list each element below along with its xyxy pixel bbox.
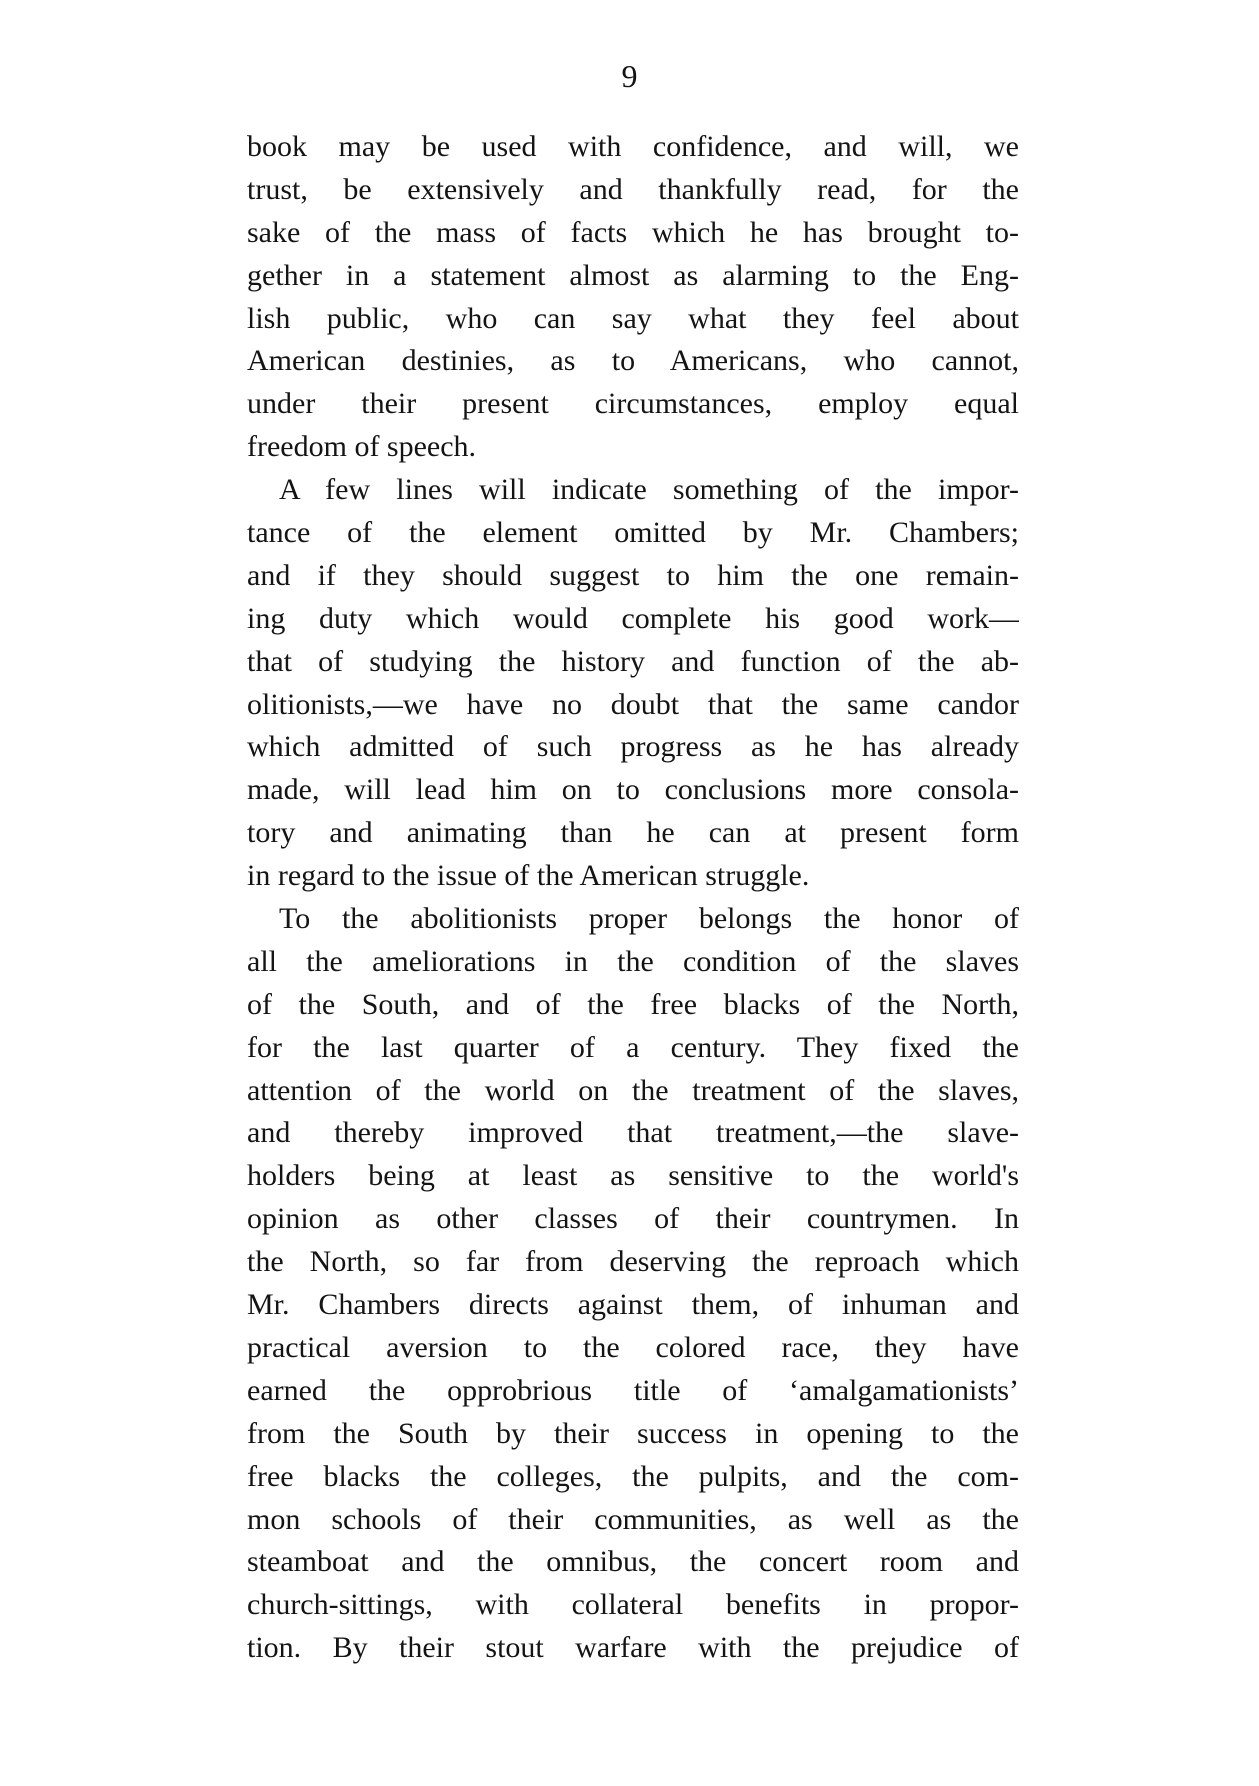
text-line: free blacks the colleges, the pulpits, and the com- — [247, 1459, 1019, 1493]
text-line: book may be used with confidence, and will, we — [247, 130, 1019, 163]
text-line: freedom of speech. — [247, 430, 477, 464]
text-line: ing duty which would complete his good work— — [247, 601, 1019, 635]
text-line: To the abolitionists proper belongs the honor of — [279, 902, 1019, 936]
text-line: all the ameliorations in the condition of the slaves — [247, 944, 1019, 978]
text-line: practical aversion to the colored race, they have — [247, 1330, 1019, 1364]
text-line: American destinies, as to Americans, who cannot, — [247, 344, 1019, 378]
text-line: and if they should suggest to him the one remain- — [247, 558, 1019, 592]
text-line: the North, so far from deserving the reproach which — [247, 1245, 1019, 1279]
text-line: that of studying the history and function of the ab- — [247, 644, 1019, 678]
text-line: earned the opprobrious title of ‘amalgamationists’ — [247, 1373, 1019, 1407]
text-line: sake of the mass of facts which he has brought to- — [247, 215, 1019, 249]
text-line: and thereby improved that treatment,—the slave- — [247, 1116, 1019, 1150]
text-line: steamboat and the omnibus, the concert room and — [247, 1545, 1019, 1579]
text-line: attention of the world on the treatment of the slaves, — [247, 1073, 1019, 1107]
text-line: which admitted of such progress as he has already — [247, 730, 1019, 764]
text-line: of the South, and of the free blacks of the North, — [247, 987, 1019, 1021]
page-number: 9 — [621, 58, 638, 94]
text-line: tion. By their stout warfare with the prejudice of — [247, 1631, 1019, 1665]
text-line: in regard to the issue of the American struggle. — [247, 859, 810, 893]
text-line: Mr. Chambers directs against them, of inhuman and — [247, 1288, 1019, 1322]
text-line: church-sittings, with collateral benefits in propor- — [247, 1588, 1019, 1622]
text-line: trust, be extensively and thankfully read, for the — [247, 172, 1019, 206]
text-line: holders being at least as sensitive to the world's — [247, 1159, 1019, 1193]
text-line: made, will lead him on to conclusions more consola- — [247, 773, 1019, 807]
text-line: mon schools of their communities, as well as the — [247, 1502, 1019, 1536]
text-line: tory and animating than he can at present form — [247, 816, 1019, 850]
text-line: gether in a statement almost as alarming to the Eng- — [247, 258, 1019, 292]
text-line: under their present circumstances, employ equal — [247, 387, 1019, 421]
text-line: olitionists,—we have no doubt that the same candor — [247, 687, 1019, 721]
text-line: for the last quarter of a century. They fixed the — [247, 1030, 1019, 1064]
text-line: opinion as other classes of their countrymen. In — [247, 1202, 1019, 1236]
body-text — [247, 126, 1019, 1670]
text-line: lish public, who can say what they feel about — [247, 301, 1019, 335]
text-line: A few lines will indicate something of the impor- — [279, 473, 1019, 507]
text-line: from the South by their success in opening to the — [247, 1416, 1019, 1450]
text-line: tance of the element omitted by Mr. Chambers; — [247, 516, 1019, 550]
